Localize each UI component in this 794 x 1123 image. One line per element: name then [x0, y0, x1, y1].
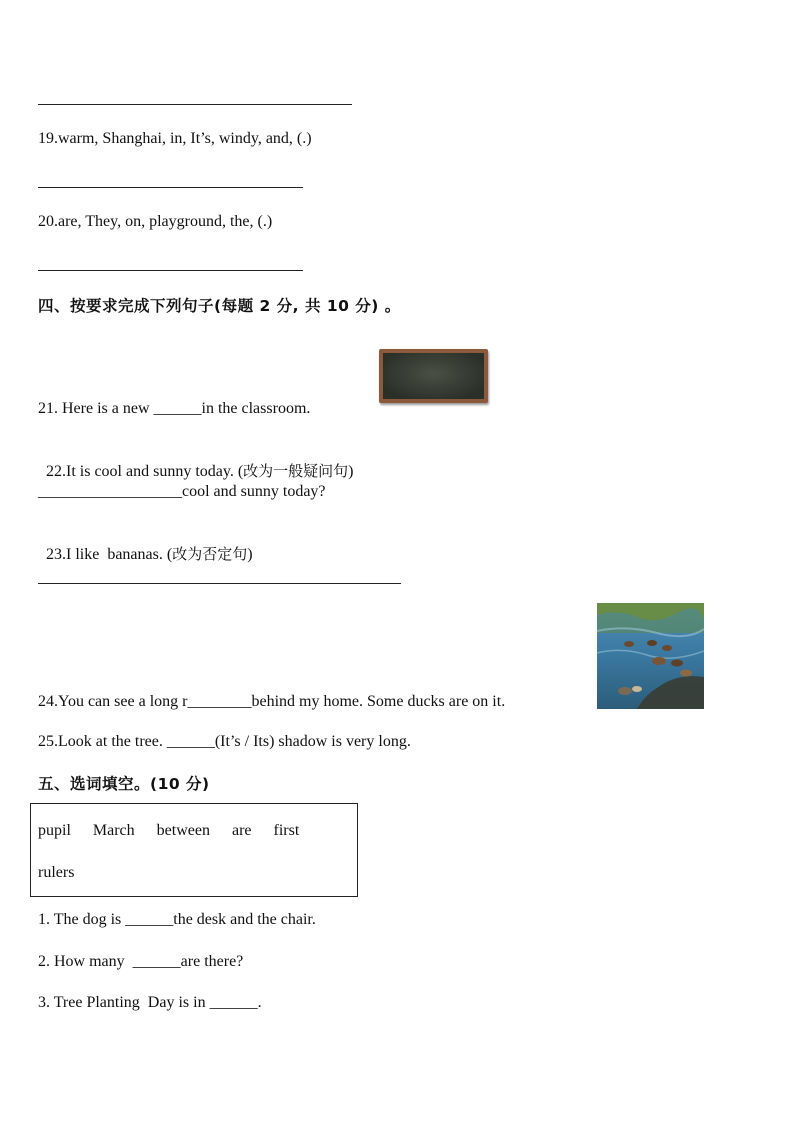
question-22-text: 22.It is cool and sunny today. (	[46, 463, 244, 480]
word-bank-row	[38, 822, 299, 840]
question-22-close: )	[348, 463, 354, 480]
answer-line-19	[38, 187, 303, 188]
question-19: 19.warm, Shanghai, in, It’s, windy, and, (.)	[38, 130, 312, 147]
word-bank-box	[30, 803, 358, 897]
blackboard-image	[379, 349, 488, 403]
fill-question-2: 2. How many ______are there?	[38, 953, 244, 970]
word-rulers: rulers	[38, 864, 75, 881]
answer-line-20	[38, 270, 303, 271]
word-pupil: pupil	[38, 822, 71, 839]
fill-question-3: 3. Tree Planting Day is in ______.	[38, 994, 262, 1011]
word-first: first	[273, 822, 300, 839]
question-23-close: )	[247, 546, 253, 563]
fill-question-1: 1. The dog is ______the desk and the chair.	[38, 911, 316, 928]
section-5-heading: 五、选词填空。(10 分)	[38, 775, 210, 793]
word-are: are	[231, 822, 252, 839]
word-between: between	[156, 822, 210, 839]
question-22-instruction: 改为一般疑问句	[243, 462, 349, 480]
question-24: 24.You can see a long r________behind my home. Some ducks are on it.	[38, 693, 506, 710]
question-22	[38, 441, 354, 482]
word-march: March	[92, 822, 135, 839]
question-20: 20.are, They, on, playground, the, (.)	[38, 213, 273, 230]
answer-line-23	[38, 583, 401, 584]
question-21: 21. Here is a new ______in the classroom.	[38, 400, 311, 417]
question-25: 25.Look at the tree. ______(It’s / Its) shadow is very long.	[38, 733, 411, 750]
question-22-answer: __________________cool and sunny today?	[38, 483, 326, 500]
question-23	[38, 524, 253, 565]
question-23-text: 23.I like bananas. (	[46, 546, 173, 563]
answer-line-18	[38, 104, 352, 105]
question-23-instruction: 改为否定句	[172, 545, 248, 563]
section-4-heading: 四、按要求完成下列句子(每题 2 分, 共 10 分) 。	[38, 297, 401, 315]
pond-ducks-image	[597, 603, 704, 709]
